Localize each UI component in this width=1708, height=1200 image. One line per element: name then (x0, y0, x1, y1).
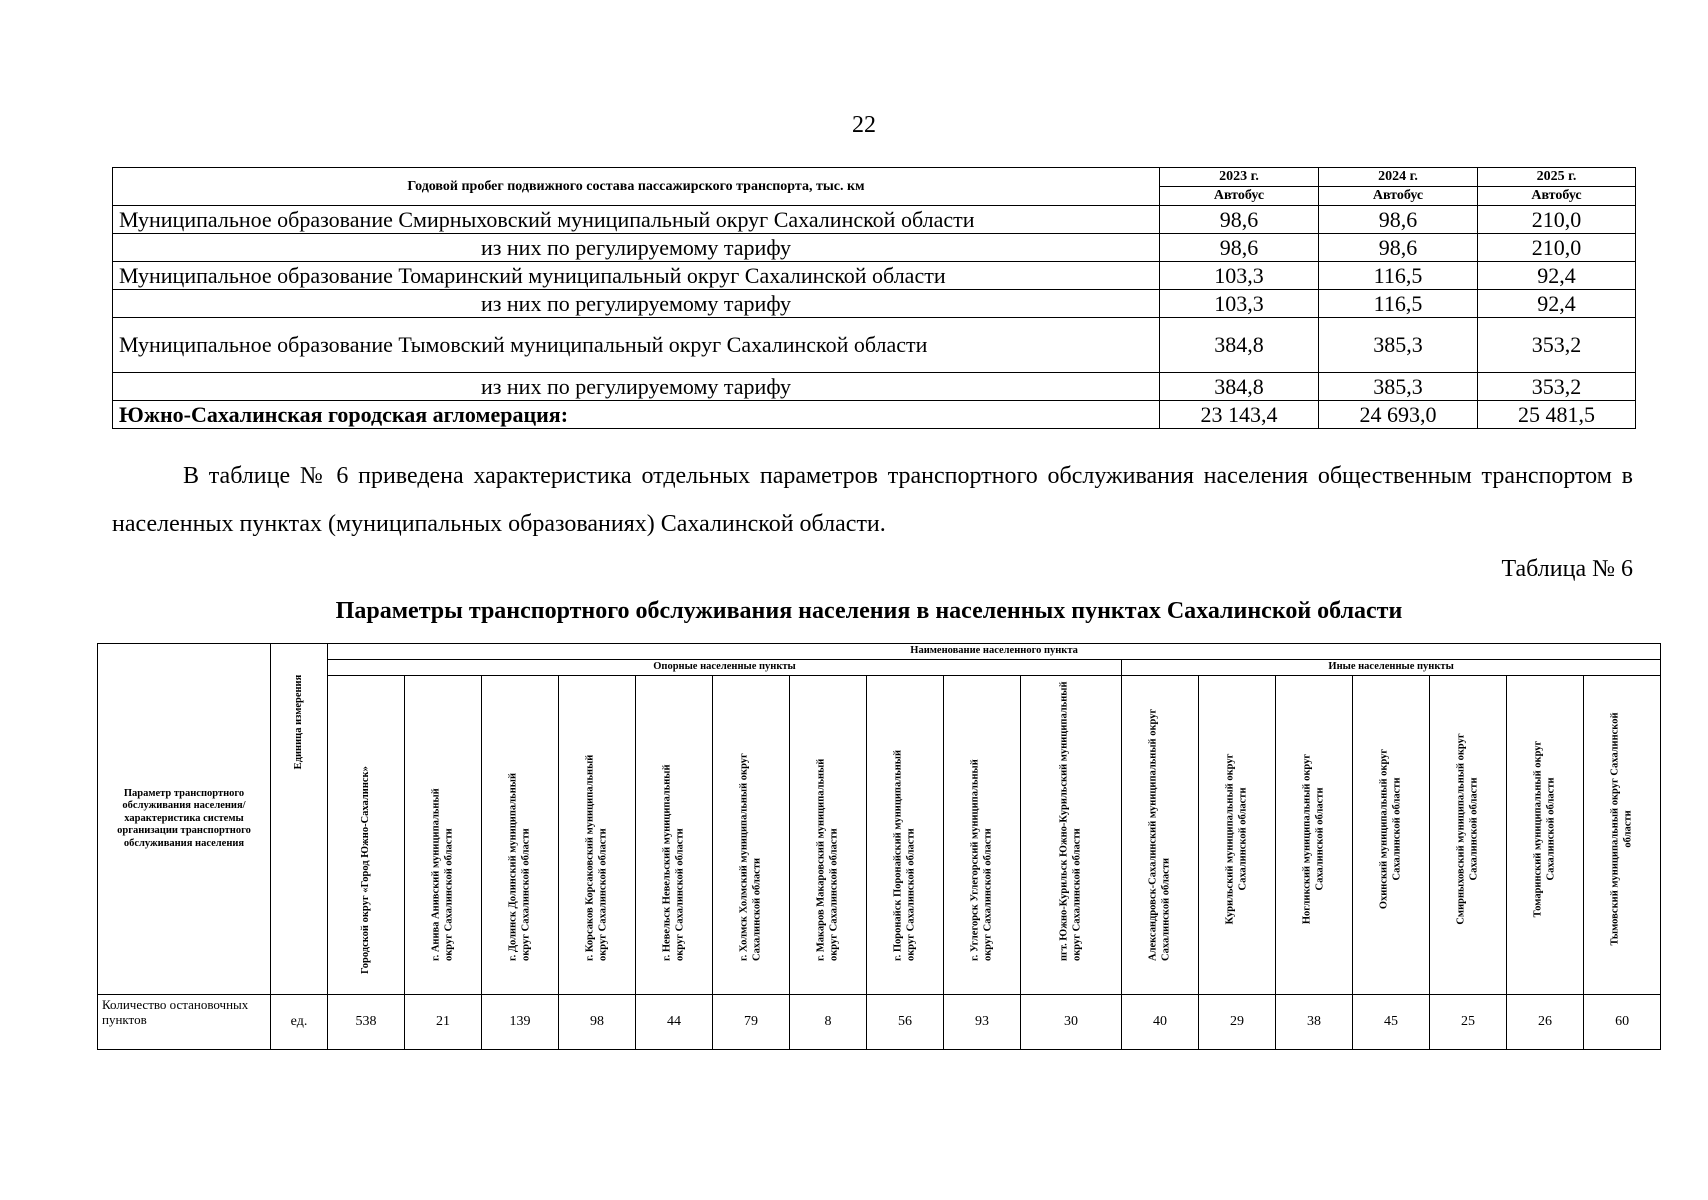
settlement-name-header: Наименование населенного пункта (328, 644, 1661, 660)
stop-count-cell: 29 (1199, 995, 1276, 1050)
column-header: Томаринский муниципальный округ Сахалинской области (1532, 740, 1556, 918)
table-row (113, 290, 1636, 318)
table-row (113, 234, 1636, 262)
table-row (113, 262, 1636, 290)
column-header-cell (1021, 676, 1122, 995)
column-header: Охинский муниципальный округ Сахалинской области (1378, 748, 1402, 910)
stop-count-cell: 38 (1276, 995, 1353, 1050)
column-header-cell (636, 676, 713, 995)
column-header: г. Долинск Долинский муниципальный округ Сахалинской области (507, 773, 531, 961)
transport-type-header: Автобус (1478, 187, 1636, 206)
mileage-value: 98,6 (1160, 234, 1319, 262)
mileage-value: 98,6 (1319, 206, 1478, 234)
table-row (113, 206, 1636, 234)
mileage-value: 210,0 (1478, 234, 1636, 262)
column-header-cell (482, 676, 559, 995)
other-settlements-header: Иные населенные пункты (1122, 660, 1661, 676)
column-header: Городской округ «Город Южно-Сахалинск» (359, 765, 371, 974)
stop-count-cell: 21 (405, 995, 482, 1050)
stop-count-cell: 56 (867, 995, 944, 1050)
stop-count-cell: 98 (559, 995, 636, 1050)
table-row-total (113, 401, 1636, 429)
mileage-value: 353,2 (1478, 318, 1636, 373)
regulated-tariff-label: из них по регулируемому тарифу (113, 234, 1160, 262)
mileage-value: 353,2 (1478, 373, 1636, 401)
column-header: г. Поронайск Поронайский муниципальный округ Сахалинской области (892, 749, 916, 961)
annual-mileage-table (112, 167, 1636, 429)
mileage-value: 384,8 (1160, 373, 1319, 401)
column-header: Смирныховский муниципальный округ Сахалинской области (1455, 733, 1479, 925)
mileage-value: 98,6 (1319, 234, 1478, 262)
column-header-cell (713, 676, 790, 995)
unit-cell: ед. (271, 995, 328, 1050)
column-header-cell (1430, 676, 1507, 995)
mileage-value: 24 693,0 (1319, 401, 1478, 429)
column-header-cell (1584, 676, 1661, 995)
regulated-tariff-label: из них по регулируемому тарифу (113, 373, 1160, 401)
municipality-name: Муниципальное образование Тымовский муниципальный округ Сахалинской области (113, 318, 1160, 373)
year-header: 2023 г. (1160, 168, 1319, 187)
mileage-value: 116,5 (1319, 262, 1478, 290)
column-header-cell (867, 676, 944, 995)
transport-type-header: Автобус (1319, 187, 1478, 206)
mileage-header-label: Годовой пробег подвижного состава пассажирского транспорта, тыс. км (113, 168, 1160, 206)
page-number: 22 (852, 112, 876, 138)
mileage-value: 103,3 (1160, 262, 1319, 290)
column-header-cell (559, 676, 636, 995)
year-header: 2025 г. (1478, 168, 1636, 187)
transport-type-header: Автобус (1160, 187, 1319, 206)
column-header: г. Холмск Холмский муниципальный округ Сахалинской области (738, 753, 762, 961)
stop-count-cell: 60 (1584, 995, 1661, 1050)
table-row (113, 373, 1636, 401)
column-header-cell (1353, 676, 1430, 995)
stop-count-cell: 93 (944, 995, 1021, 1050)
stop-count-cell: 30 (1021, 995, 1122, 1050)
parameter-header: Параметр транспортного обслуживания населения/ характеристика системы организации транспортного обслуживания населения (98, 644, 271, 995)
column-header: пгт. Южно-Курильск Южно-Курильский муниципальный округ Сахалинской области (1058, 681, 1082, 961)
column-header: Ногликский муниципальный округ Сахалинской области (1301, 753, 1325, 925)
table-row (98, 995, 1661, 1050)
table-number-label: Таблица № 6 (1501, 556, 1633, 582)
table-title: Параметры транспортного обслуживания населения в населенных пунктах Сахалинской области (335, 598, 1403, 624)
stop-count-cell: 8 (790, 995, 867, 1050)
unit-header-cell (271, 644, 328, 995)
mileage-value: 23 143,4 (1160, 401, 1319, 429)
column-header: Тымовский муниципальный округ Сахалинской области (1609, 712, 1634, 946)
support-settlements-header: Опорные населенные пункты (328, 660, 1122, 676)
municipality-name: Муниципальное образование Смирныховский муниципальный округ Сахалинской области (113, 206, 1160, 234)
column-header: Курильский муниципальный округ Сахалинской области (1224, 753, 1248, 925)
column-header-cell (790, 676, 867, 995)
mileage-value: 103,3 (1160, 290, 1319, 318)
column-header-cell (1507, 676, 1584, 995)
column-header: г. Углегорск Углегорский муниципальный округ Сахалинской области (969, 759, 993, 961)
stop-count-cell: 139 (482, 995, 559, 1050)
mileage-value: 385,3 (1319, 373, 1478, 401)
mileage-value: 385,3 (1319, 318, 1478, 373)
stop-count-cell: 44 (636, 995, 713, 1050)
body-paragraph: В таблице № 6 приведена характеристика отдельных параметров транспортного обслуживания населения общественным транспортом в населенных пунктах (муниципальных образованиях) Сахалинской области. (112, 463, 1633, 537)
column-header: г. Корсаков Корсаковский муниципальный округ Сахалинской области (584, 754, 608, 961)
municipality-name: Муниципальное образование Томаринский муниципальный округ Сахалинской области (113, 262, 1160, 290)
mileage-value: 92,4 (1478, 262, 1636, 290)
stop-count-cell: 45 (1353, 995, 1430, 1050)
column-header: г. Невельск Невельский муниципальный округ Сахалинской области (661, 764, 685, 961)
column-header-cell (944, 676, 1021, 995)
column-header-cell (1122, 676, 1199, 995)
column-header: Александровск-Сахалинский муниципальный округ Сахалинской области (1147, 708, 1171, 961)
year-header: 2024 г. (1319, 168, 1478, 187)
table-row (113, 318, 1636, 373)
column-header: г. Макаров Макаровский муниципальный округ Сахалинской области (815, 758, 839, 961)
stop-count-cell: 40 (1122, 995, 1199, 1050)
column-header-cell (1199, 676, 1276, 995)
column-header-cell (1276, 676, 1353, 995)
unit-header: Единица измерения (292, 674, 304, 769)
column-header: г. Анива Анивский муниципальный округ Сахалинской области (430, 788, 454, 961)
stop-count-cell: 25 (1430, 995, 1507, 1050)
transport-parameters-table (97, 643, 1661, 1050)
mileage-value: 210,0 (1478, 206, 1636, 234)
mileage-value: 25 481,5 (1478, 401, 1636, 429)
mileage-value: 98,6 (1160, 206, 1319, 234)
stop-count-cell: 538 (328, 995, 405, 1050)
column-header-cell (405, 676, 482, 995)
mileage-value: 384,8 (1160, 318, 1319, 373)
mileage-value: 92,4 (1478, 290, 1636, 318)
regulated-tariff-label: из них по регулируемому тарифу (113, 290, 1160, 318)
agglomeration-total-label: Южно-Сахалинская городская агломерация: (113, 401, 1160, 429)
mileage-value: 116,5 (1319, 290, 1478, 318)
stop-count-cell: 26 (1507, 995, 1584, 1050)
row-label: Количество остановочных пунктов (98, 995, 271, 1050)
column-header-cell (328, 676, 405, 995)
stop-count-cell: 79 (713, 995, 790, 1050)
